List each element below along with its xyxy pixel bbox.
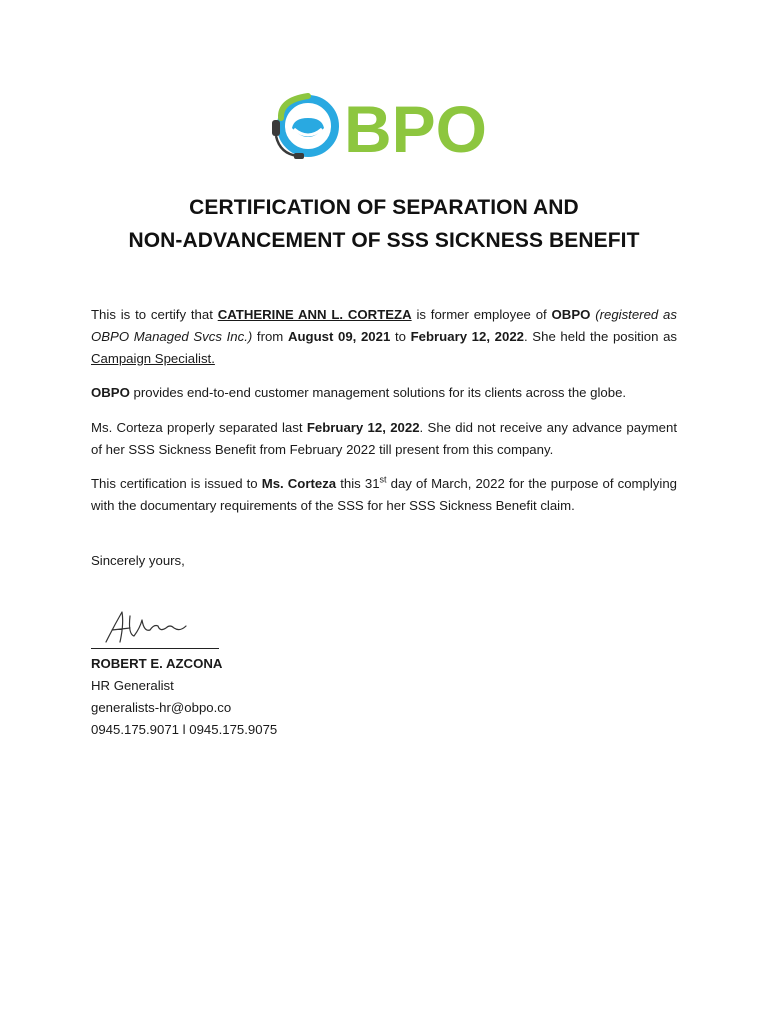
separation-paragraph: Ms. Corteza properly separated last February 12, 2022. She did not receive any advance payment of her SSS Sickness Benefit from February 2022 till present from this company. bbox=[91, 420, 678, 457]
signer-role: HR Generalist bbox=[91, 678, 174, 693]
registered-name: (registered as OBPO Managed Svcs Inc.) bbox=[91, 307, 677, 344]
separation-date: February 12, 2022 bbox=[306, 420, 420, 435]
position-title: Campaign Specialist. bbox=[91, 351, 215, 366]
end-date: February 12, 2022 bbox=[410, 329, 524, 344]
handwritten-signature bbox=[100, 606, 200, 648]
signature-line bbox=[91, 648, 219, 649]
issuance-paragraph: This certification is issued to Ms. Corteza this 31st day of March, 2022 for the purpose of complying with the documentary requirements of the SSS for her SSS Sickness Benefit claim. bbox=[91, 474, 677, 513]
signer-email: generalists-hr@obpo.co bbox=[91, 700, 232, 715]
company-logo bbox=[268, 88, 488, 164]
document-title-line-2: NON-ADVANCEMENT OF SSS SICKNESS BENEFIT bbox=[128, 229, 640, 252]
employee-name: CATHERINE ANN L. CORTEZA bbox=[217, 307, 412, 322]
recipient-name: Ms. Corteza bbox=[261, 476, 337, 491]
signer-name: ROBERT E. AZCONA bbox=[91, 656, 223, 671]
company-name: OBPO bbox=[551, 307, 591, 322]
start-date: August 09, 2021 bbox=[287, 329, 391, 344]
company-description-paragraph: OBPO provides end-to-end customer management solutions for its clients across the globe. bbox=[91, 385, 627, 400]
obpo-logo-icon bbox=[268, 88, 488, 164]
signer-phones: 0945.175.9071 l 0945.175.9075 bbox=[91, 722, 278, 737]
certification-paragraph: This is to certify that CATHERINE ANN L. CORTEZA is former employee of OBPO (registered as OBPO Managed Svcs Inc.) from August 09, 2021 to February 12, 2022. She held the position as Campaign Specialist. bbox=[91, 307, 677, 366]
svg-text:BPO: BPO bbox=[344, 92, 488, 164]
closing-salutation: Sincerely yours, bbox=[91, 553, 185, 568]
document-title-line-1: CERTIFICATION OF SEPARATION AND bbox=[189, 196, 579, 219]
